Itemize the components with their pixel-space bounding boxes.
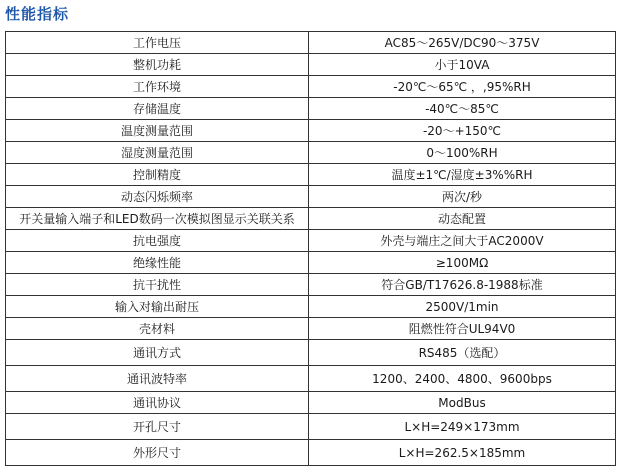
table-row [6, 208, 616, 230]
row-label: 通讯波特率 [6, 366, 309, 392]
row-value: 动态配置 [309, 208, 616, 230]
row-value: AC85～265V/DC90～375V [309, 32, 616, 54]
row-label: 通讯协议 [6, 392, 309, 414]
table-row [6, 366, 616, 392]
section-title: 性能指标 [5, 5, 70, 23]
row-value: 两次/秒 [309, 186, 616, 208]
table-row [6, 230, 616, 252]
table-row [6, 414, 616, 440]
row-label: 开孔尺寸 [6, 414, 309, 440]
row-label: 控制精度 [6, 164, 309, 186]
table-row [6, 120, 616, 142]
table-row [6, 98, 616, 120]
table-row [6, 142, 616, 164]
row-label: 湿度测量范围 [6, 142, 309, 164]
row-label: 开关量输入端子和LED数码一次模拟图显示关联关系 [6, 208, 309, 230]
row-label: 存储温度 [6, 98, 309, 120]
row-label: 通讯方式 [6, 340, 309, 366]
table-row [6, 340, 616, 366]
row-label: 壳材料 [6, 318, 309, 340]
row-value: -20～+150℃ [309, 120, 616, 142]
row-value: 阻燃性符合UL94V0 [309, 318, 616, 340]
table-row [6, 32, 616, 54]
row-value: -20℃～65℃ ，,95%RH [309, 76, 616, 98]
table-row [6, 54, 616, 76]
row-label: 动态闪烁频率 [6, 186, 309, 208]
row-value: L×H=249×173mm [309, 414, 616, 440]
row-label: 抗电强度 [6, 230, 309, 252]
row-label: 温度测量范围 [6, 120, 309, 142]
row-value: L×H=262.5×185mm [309, 440, 616, 466]
table-row [6, 296, 616, 318]
row-value: 2500V/1min [309, 296, 616, 318]
spec-table [5, 31, 616, 466]
row-value: 符合GB/T17626.8-1988标准 [309, 274, 616, 296]
row-label: 绝缘性能 [6, 252, 309, 274]
table-row [6, 252, 616, 274]
table-row [6, 274, 616, 296]
row-label: 工作环境 [6, 76, 309, 98]
table-row [6, 392, 616, 414]
row-label: 输入对输出耐压 [6, 296, 309, 318]
table-row [6, 440, 616, 466]
row-label: 整机功耗 [6, 54, 309, 76]
row-value: -40℃～85℃ [309, 98, 616, 120]
row-label: 外形尺寸 [6, 440, 309, 466]
row-value: 外壳与端庄之间大于AC2000V [309, 230, 616, 252]
row-value: RS485（选配） [309, 340, 616, 366]
row-value: 小于10VA [309, 54, 616, 76]
row-label: 工作电压 [6, 32, 309, 54]
table-row [6, 186, 616, 208]
row-label: 抗干扰性 [6, 274, 309, 296]
table-row [6, 76, 616, 98]
table-row [6, 318, 616, 340]
row-value: 1200、2400、4800、9600bps [309, 366, 616, 392]
row-value: ModBus [309, 392, 616, 414]
row-value: ≥100MΩ [309, 252, 616, 274]
table-row [6, 164, 616, 186]
row-value: 温度±1℃/湿度±3%%RH [309, 164, 616, 186]
row-value: 0～100%RH [309, 142, 616, 164]
